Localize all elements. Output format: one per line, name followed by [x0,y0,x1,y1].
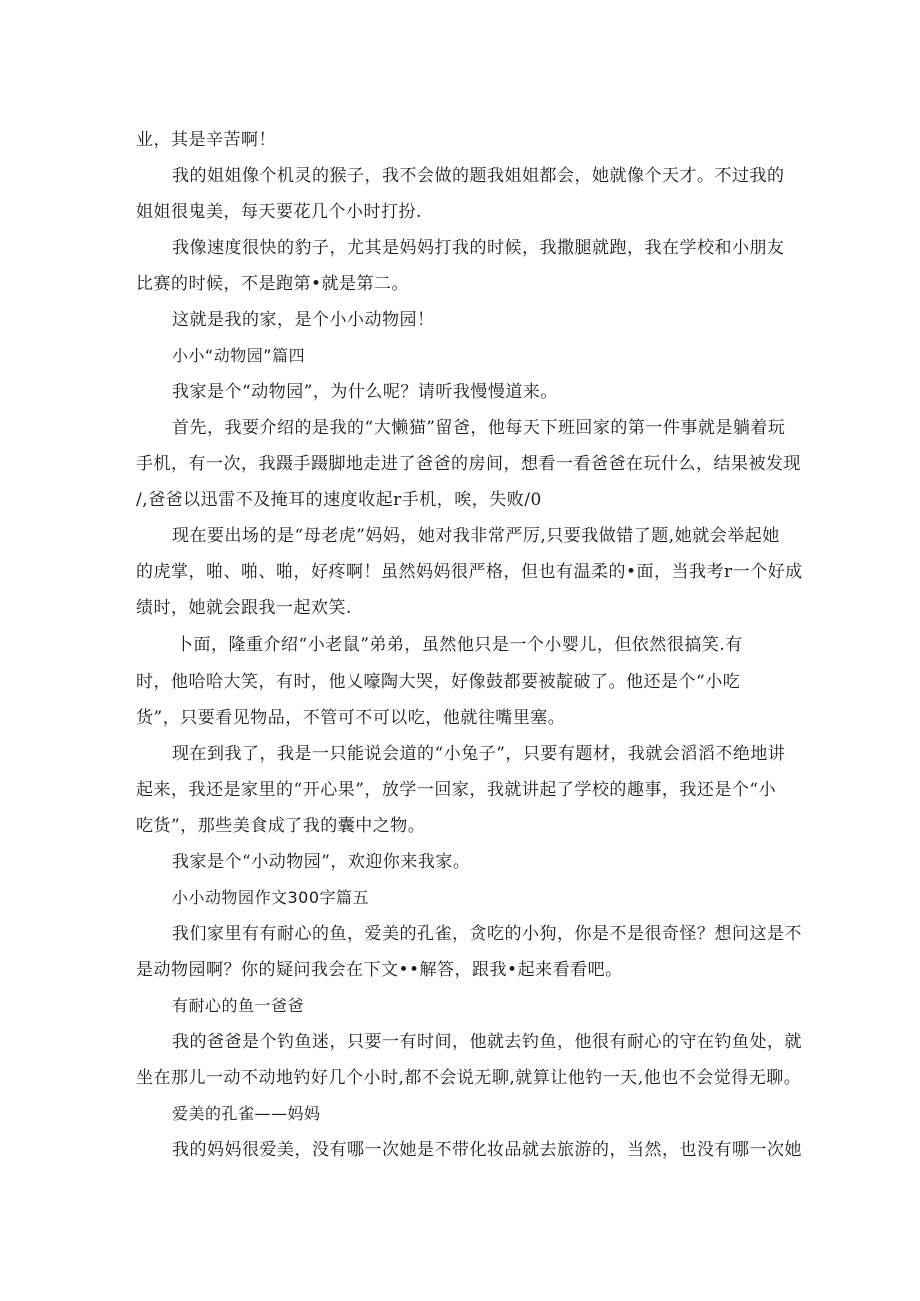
text-line: 我家是个“动物园”，为什么呢？请听我慢慢道来。 [172,382,558,402]
text-line: 现在到我了，我是一只能说会道的“小兔子”，只要有题材，我就会滔滔不绝地讲 [172,744,786,764]
text-line: 是动物园啊？你的疑问我会在下文••解答，跟我•起来看看吧。 [136,960,623,980]
text-line: 吃货”，那些美食成了我的囊中之物。 [136,816,426,836]
section-heading: 小小动物园作文300字篇五 [172,888,370,907]
text-line: 首先，我要介绍的是我的“大懒猫”留爸，他每天下班回家的第一件事就是躺着玩 [172,418,786,438]
section-heading: 小小“动物园”篇四 [172,346,306,365]
text-line: 我家是个“小动物园”，欢迎你来我家。 [172,852,471,872]
text-line: 坐在那儿一动不动地钓好几个小时,都不会说无聊,就算让他钓一天,他也不会觉得无聊。 [136,1068,802,1088]
subsection-heading: 有耐心的鱼一爸爸 [172,996,305,1015]
text-line: 起来，我还是家里的“开心果”，放学一回家，我就讲起了学校的趣事，我还是个“小 [136,780,777,800]
text-line: 我的爸爸是个钓鱼迷，只要一有时间，他就去钓鱼，他很有耐心的守在钓鱼处，就 [172,1032,802,1052]
text-line: 业，其是辛苦啊！ [136,130,276,150]
text-line: /,爸爸以迅雷不及掩耳的速度收起r手机，唉，失败/0 [136,490,542,510]
text-line: 我的妈妈很爱美，没有哪一次她是不带化妆品就去旅游的，当然，也没有哪一次她 [172,1140,802,1160]
subsection-heading: 爱美的孔雀——妈妈 [172,1104,321,1123]
text-line: 绩时，她就会跟我一起欢笑. [136,598,352,618]
text-line: 比赛的时候，不是跑第•就是第二。 [136,274,410,294]
text-line: 我像速度很快的豹子，尤其是妈妈打我的时候，我撒腿就跑，我在学校和小朋友 [172,238,785,258]
text-line: 我们家里有有耐心的鱼，爱美的孔雀，贪吃的小狗，你是不是很奇怪？想问这是不 [172,924,802,944]
text-line: 货”，只要看见物品，不管可不可以吃，他就往嘴里塞。 [136,708,566,728]
text-line: 卜面，隆重介绍“小老鼠”弟弟，虽然他只是一个小婴儿，但依然很搞笑.有 [176,635,743,655]
text-line: 这就是我的家，是个小小动物园！ [172,310,435,330]
text-line: 的虎掌，啪、啪、啪，好疼啊！虽然妈妈很严格，但也有温柔的•面，当我考r一个好成 [136,562,803,582]
text-line: 现在要出场的是“母老虎”妈妈，她对我非常严厉,只要我做错了题,她就会举起她 [172,526,780,546]
text-line: 我的姐姐像个机灵的猴子，我不会做的题我姐姐都会，她就像个天才。不过我的 [172,166,785,186]
text-line: 姐姐很鬼美，每天要花几个小时打扮. [136,202,422,222]
text-line: 手机，有一次，我蹑手蹑脚地走进了爸爸的房间，想看一看爸爸在玩什么，结果被发现 [136,454,801,474]
text-line: 时，他哈哈大笑，有时，他乂嚎陶大哭，好像鼓都要被靛破了。他还是个“小吃 [136,672,741,692]
